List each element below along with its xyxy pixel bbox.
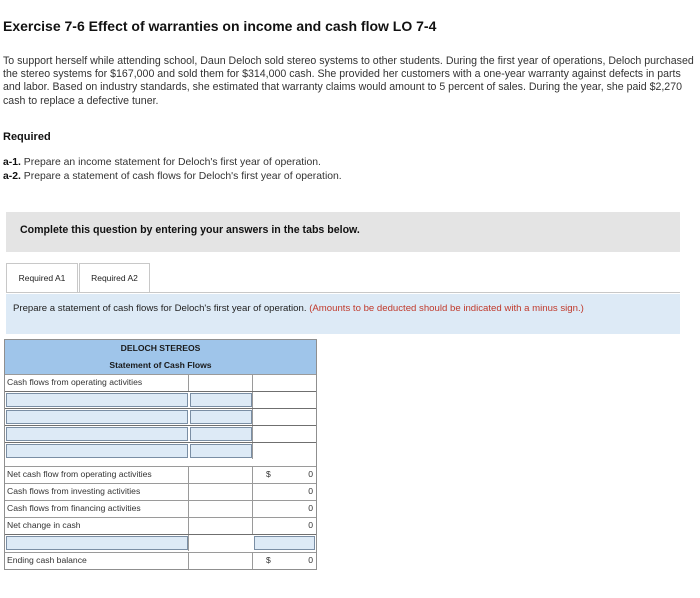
operating-input-row <box>5 425 316 442</box>
statement-title: Statement of Cash Flows <box>5 357 316 374</box>
instruction-note: (Amounts to be deducted should be indicated with a minus sign.) <box>309 303 584 314</box>
banner-text: Complete this question by entering your answers in the tabs below. <box>20 224 360 236</box>
operating-item-input[interactable] <box>6 427 188 441</box>
financing-row <box>5 500 316 517</box>
investing-row <box>5 483 316 500</box>
operating-amount-input[interactable] <box>190 410 252 424</box>
tab-instruction <box>6 294 680 334</box>
financing-value: 0 <box>308 503 313 513</box>
operating-input-row <box>5 408 316 425</box>
operating-item-input[interactable] <box>6 410 188 424</box>
investing-value: 0 <box>308 486 313 496</box>
currency-symbol: $ <box>266 469 271 479</box>
operating-input-row <box>5 391 316 408</box>
beginning-balance-amount-input[interactable] <box>254 536 315 550</box>
statement-company: DELOCH STEREOS <box>5 340 316 357</box>
requirement-a2-text: Prepare a statement of cash flows for Deloch's first year of operation. <box>23 171 342 182</box>
beginning-balance-input-row <box>5 534 316 551</box>
operating-amount-input[interactable] <box>190 393 252 407</box>
instruction-text: Prepare a statement of cash flows for Deloch's first year of operation. <box>13 303 307 314</box>
operating-input-row <box>5 442 316 459</box>
ending-balance-label: Ending cash balance <box>7 555 87 565</box>
net-operating-value: 0 <box>308 469 313 479</box>
operating-item-input[interactable] <box>6 393 188 407</box>
net-change-label: Net change in cash <box>7 520 81 530</box>
required-heading: Required <box>3 131 51 143</box>
ending-balance-value: 0 <box>308 555 313 565</box>
investing-label: Cash flows from investing activities <box>7 486 141 496</box>
cash-flow-statement-table <box>4 339 317 570</box>
section-operating-row <box>5 374 316 391</box>
tab-required-a2[interactable]: Required A2 <box>79 263 150 293</box>
net-operating-row <box>5 466 316 483</box>
operating-amount-input[interactable] <box>190 444 252 458</box>
instruction-banner <box>6 212 680 252</box>
net-change-value: 0 <box>308 520 313 530</box>
financing-label: Cash flows from financing activities <box>7 503 141 513</box>
exercise-intro: To support herself while attending school, Daun Deloch sold stereo systems to other students. During the first year of operations, Deloch purchased the stereo systems for $167,000 and sold them for $314,000 cash. She provided her customers with a one-year warranty against defects in parts and labor. Based on industry standards, she estimated that warranty claims would amount to 5 percent of sales. During the year, she paid $2,270 cash to replace a defective tuner. <box>3 55 694 107</box>
requirement-a1 <box>3 157 321 168</box>
operating-amount-input[interactable] <box>190 427 252 441</box>
exercise-title: Exercise 7-6 Effect of warranties on income and cash flow LO 7-4 <box>3 18 437 34</box>
currency-symbol: $ <box>266 555 271 565</box>
section-operating-label: Cash flows from operating activities <box>7 377 143 387</box>
net-change-row <box>5 517 316 534</box>
tab-divider <box>6 292 680 293</box>
tab-required-a1[interactable]: Required A1 <box>6 263 78 293</box>
ending-balance-row <box>5 552 316 569</box>
requirement-a1-label: a-1. <box>3 157 21 168</box>
requirement-a1-text: Prepare an income statement for Deloch's first year of operation. <box>23 157 321 168</box>
operating-item-input[interactable] <box>6 444 188 458</box>
beginning-balance-label-input[interactable] <box>6 536 188 550</box>
requirement-a2 <box>3 171 342 182</box>
net-operating-label: Net cash flow from operating activities <box>7 469 152 479</box>
requirement-a2-label: a-2. <box>3 171 21 182</box>
